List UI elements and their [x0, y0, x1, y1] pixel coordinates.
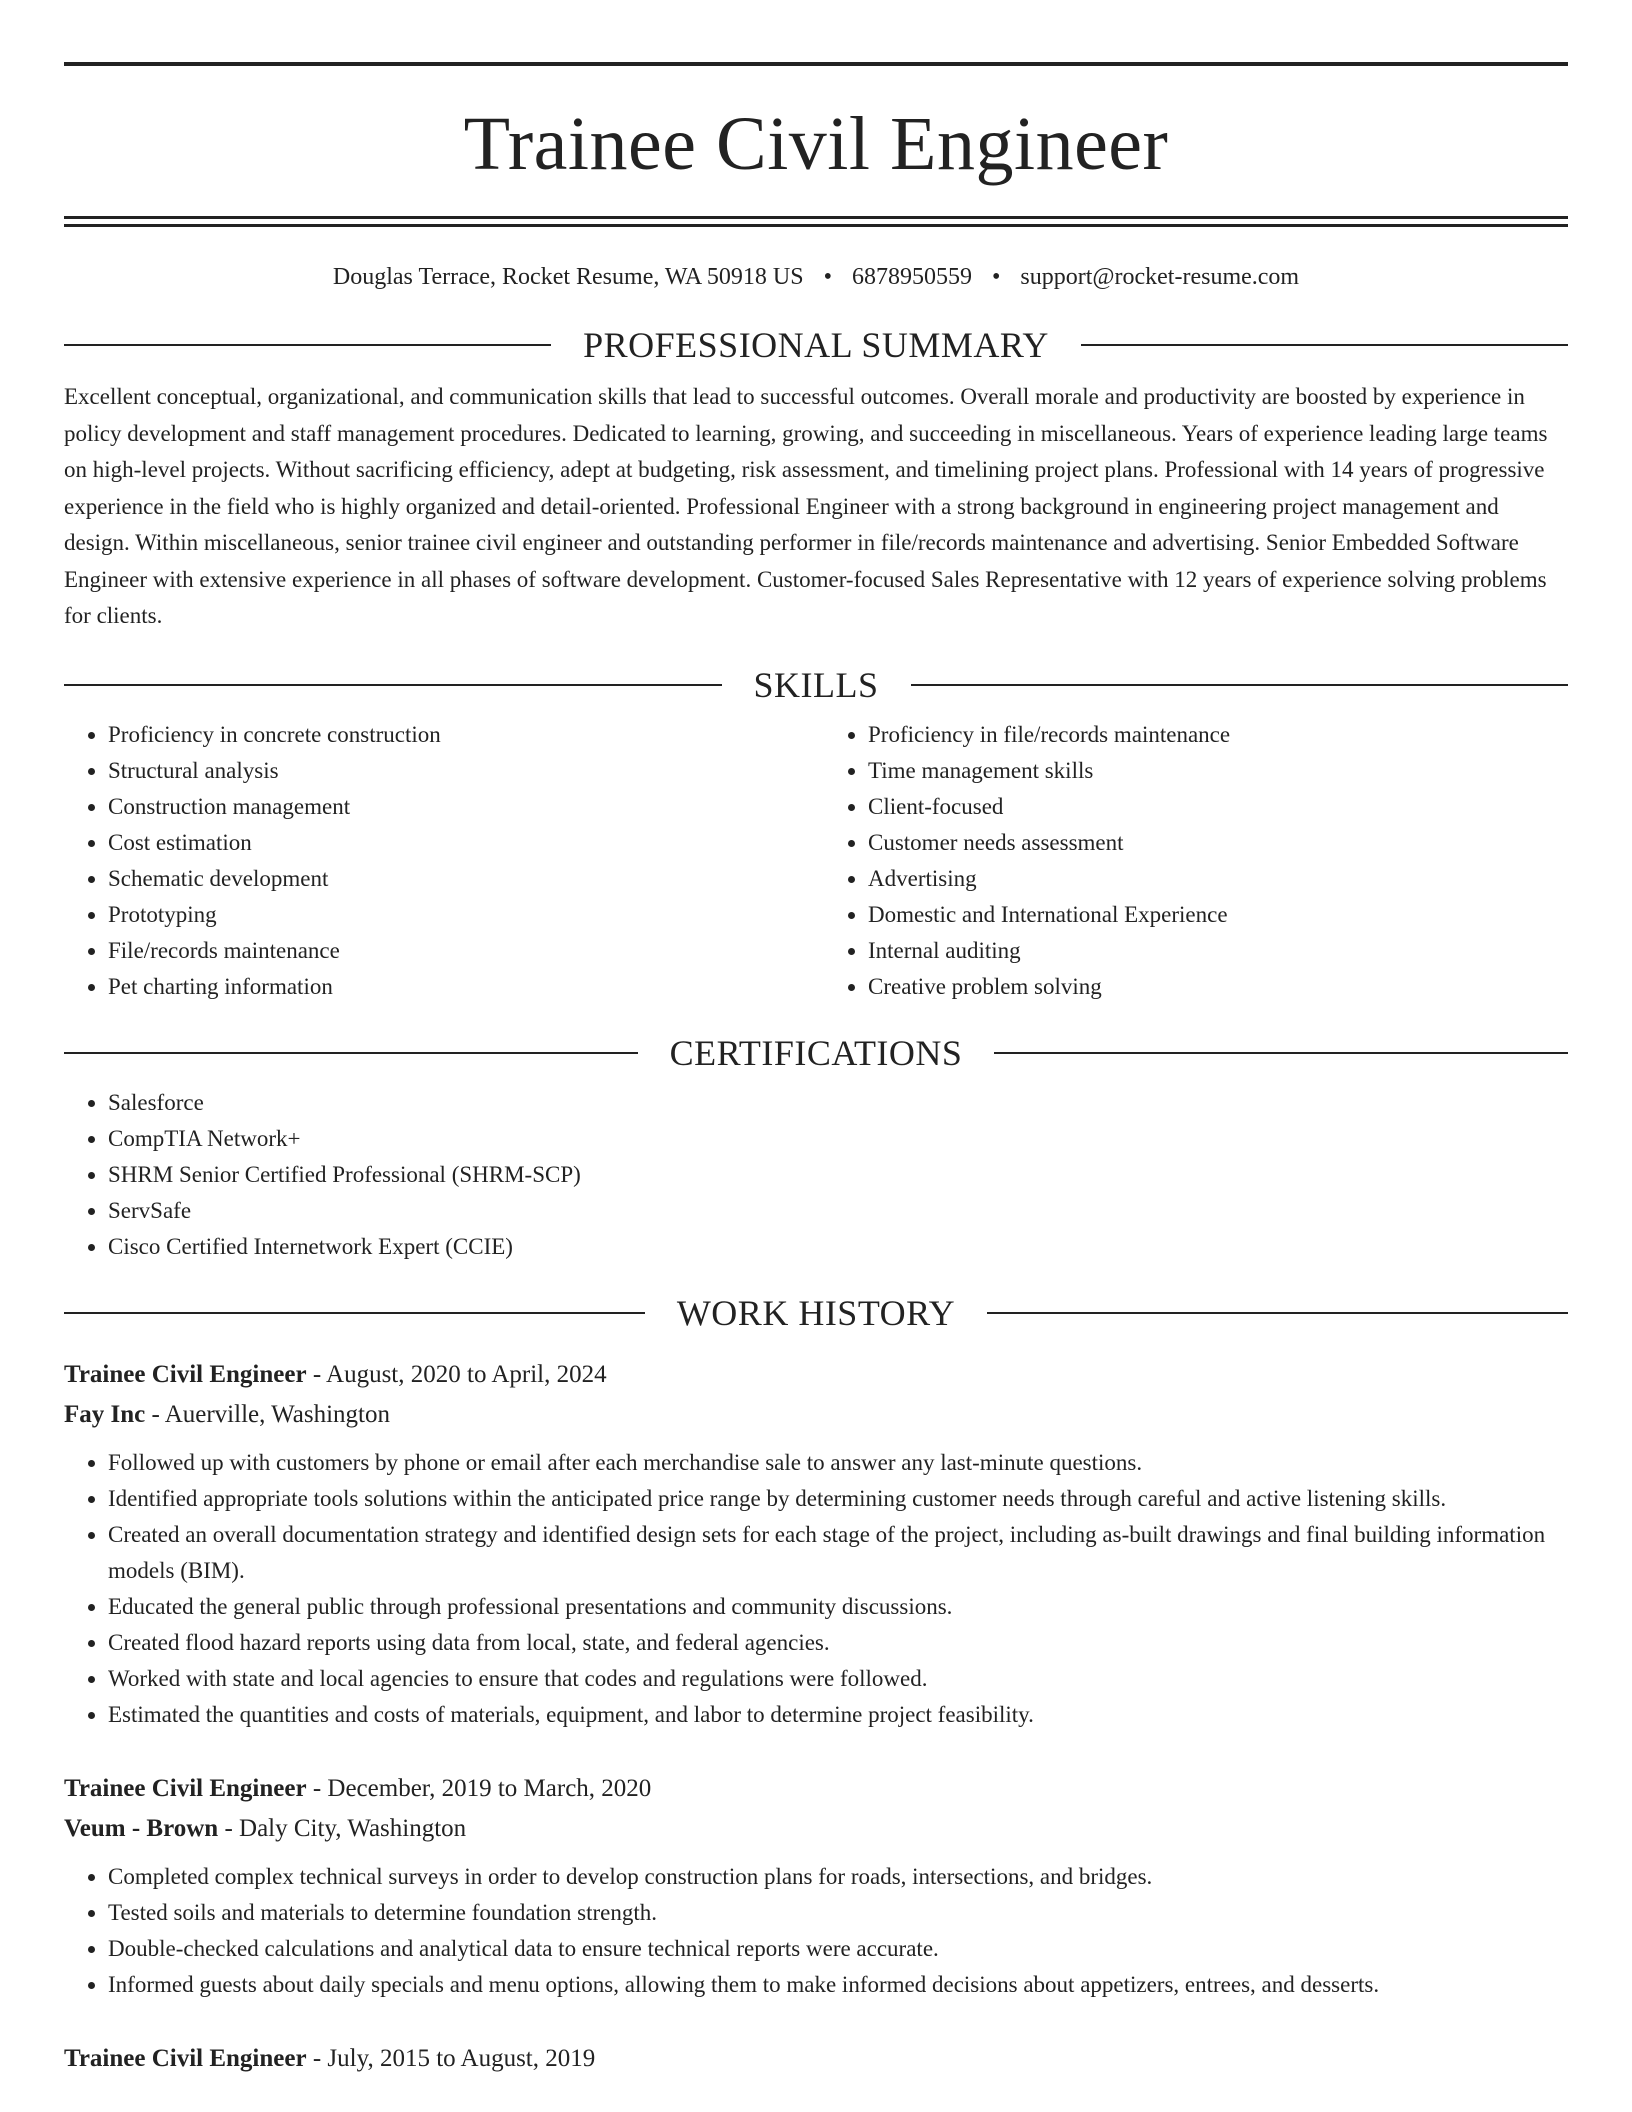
skills-list-left	[64, 717, 808, 1005]
summary-text: Excellent conceptual, organizational, and communication skills that lead to successful outcomes. Overall morale and productivity are boosted by experience in policy development and staff management procedures. Dedicated to learning, growing, and succeeding in miscellaneous. Years of experience leading large teams on high-level projects. Without sacrificing efficiency, adept at budgeting, risk assessment, and timelining project plans. Professional with 14 years of progressive experience in the field who is highly organized and detail-oriented. Professional Engineer with a strong background in engineering project management and design. Within miscellaneous, senior trainee civil engineer and outstanding performer in file/records maintenance and advertising. Senior Embedded Software Engineer with extensive experience in all phases of software development. Customer-focused Sales Representative with 12 years of experience solving problems for clients.	[64, 384, 1548, 628]
job-company-line	[64, 1809, 1568, 1849]
list-item: • Pet charting information	[108, 969, 808, 1005]
contact-email: support@rocket-resume.com	[1020, 264, 1300, 290]
list-item: • Followed up with customers by phone or email after each merchandise sale to answer any last-minute questions.	[108, 1445, 1568, 1481]
job-entry	[64, 1769, 1568, 2003]
section-rule-right	[987, 1312, 1568, 1314]
list-item: • Estimated the quantities and costs of materials, equipment, and labor to determine project feasibility.	[108, 1697, 1568, 1733]
summary-section-header	[64, 323, 1568, 367]
job-title-line	[64, 2039, 1568, 2079]
list-item: • Internal auditing	[868, 933, 1568, 969]
job-dates: - July, 2015 to August, 2019	[306, 2044, 596, 2072]
job-title-line	[64, 1355, 1568, 1395]
list-item: • SHRM Senior Certified Professional (SHRM-SCP)	[108, 1157, 1568, 1193]
list-item: • File/records maintenance	[108, 933, 808, 969]
list-item: • Educated the general public through professional presentations and community discussions.	[108, 1589, 1568, 1625]
list-item: • Completed complex technical surveys in order to develop construction plans for roads, intersections, and bridges.	[108, 1859, 1568, 1895]
list-item: • Worked with state and local agencies to ensure that codes and regulations were followed.	[108, 1661, 1568, 1697]
job-bullets	[64, 1859, 1568, 2003]
top-rule	[64, 62, 1568, 66]
certifications-heading: CERTIFICATIONS	[669, 1032, 963, 1073]
skills-heading: SKILLS	[753, 664, 879, 705]
list-item: • Domestic and International Experience	[868, 897, 1568, 933]
list-item: • Advertising	[868, 861, 1568, 897]
title-double-rule	[64, 216, 1568, 227]
contact-phone: 6878950559	[852, 264, 972, 290]
job-title: Trainee Civil Engineer	[64, 2044, 307, 2072]
list-item: • ServSafe	[108, 1193, 1568, 1229]
work-heading: WORK HISTORY	[676, 1292, 956, 1333]
list-item: • Tested soils and materials to determine foundation strength.	[108, 1895, 1568, 1931]
job-bullets	[64, 1445, 1568, 1733]
job-title-line	[64, 1769, 1568, 1809]
list-item: • Construction management	[108, 789, 808, 825]
list-item: • Schematic development	[108, 861, 808, 897]
skills-columns	[64, 707, 1568, 1005]
list-item: • Double-checked calculations and analytical data to ensure technical reports were accurate.	[108, 1931, 1568, 1967]
contact-separator: •	[823, 264, 832, 290]
section-rule-right	[994, 1052, 1568, 1054]
list-item: • Informed guests about daily specials and menu options, allowing them to make informed decisions about appetizers, entrees, and desserts.	[108, 1967, 1568, 2003]
job-location: - Auerville, Washington	[145, 1400, 390, 1428]
contact-address: Douglas Terrace, Rocket Resume, WA 50918 US	[332, 264, 804, 290]
section-rule-left	[64, 1312, 645, 1314]
list-item: • Proficiency in file/records maintenance	[868, 717, 1568, 753]
job-location: - Daly City, Washington	[218, 1814, 467, 1842]
section-rule-left	[64, 344, 551, 346]
work-section-header	[64, 1291, 1568, 1335]
list-item: • Time management skills	[868, 753, 1568, 789]
job-dates: - August, 2020 to April, 2024	[306, 1360, 607, 1388]
summary-heading: PROFESSIONAL SUMMARY	[583, 325, 1049, 365]
section-rule-left	[64, 1052, 638, 1054]
job-dates: - December, 2019 to March, 2020	[306, 1774, 652, 1802]
job-company: Veum - Brown	[64, 1814, 219, 1842]
section-rule-left	[64, 684, 722, 686]
list-item: • CompTIA Network+	[108, 1121, 1568, 1157]
list-item: • Created an overall documentation strategy and identified design sets for each stage of the project, including as-built drawings and final building information models (BIM).	[108, 1517, 1568, 1589]
list-item: • Salesforce	[108, 1085, 1568, 1121]
section-rule-right	[911, 684, 1569, 686]
skills-list-right	[808, 717, 1568, 1005]
list-item: • Structural analysis	[108, 753, 808, 789]
resume-title: Trainee Civil Engineer	[463, 102, 1169, 186]
contact-separator: •	[992, 264, 1001, 290]
job-title: Trainee Civil Engineer	[64, 1774, 307, 1802]
list-item: • Prototyping	[108, 897, 808, 933]
certifications-list	[64, 1085, 1568, 1265]
list-item: • Client-focused	[868, 789, 1568, 825]
list-item: • Customer needs assessment	[868, 825, 1568, 861]
list-item: • Cisco Certified Internetwork Expert (CCIE)	[108, 1229, 1568, 1265]
job-company: Fay Inc	[64, 1400, 146, 1428]
list-item: • Creative problem solving	[868, 969, 1568, 1005]
list-item: • Identified appropriate tools solutions within the anticipated price range by determining customer needs through careful and active listening skills.	[108, 1481, 1568, 1517]
job-entry	[64, 2039, 1568, 2079]
job-company-line	[64, 1395, 1568, 1435]
certifications-section-header	[64, 1031, 1568, 1075]
job-entry	[64, 1355, 1568, 1733]
section-rule-right	[1081, 344, 1568, 346]
list-item: • Created flood hazard reports using data from local, state, and federal agencies.	[108, 1625, 1568, 1661]
job-title: Trainee Civil Engineer	[64, 1360, 307, 1388]
list-item: • Proficiency in concrete construction	[108, 717, 808, 753]
contact-line	[64, 261, 1568, 293]
list-item: • Cost estimation	[108, 825, 808, 861]
skills-section-header	[64, 663, 1568, 707]
